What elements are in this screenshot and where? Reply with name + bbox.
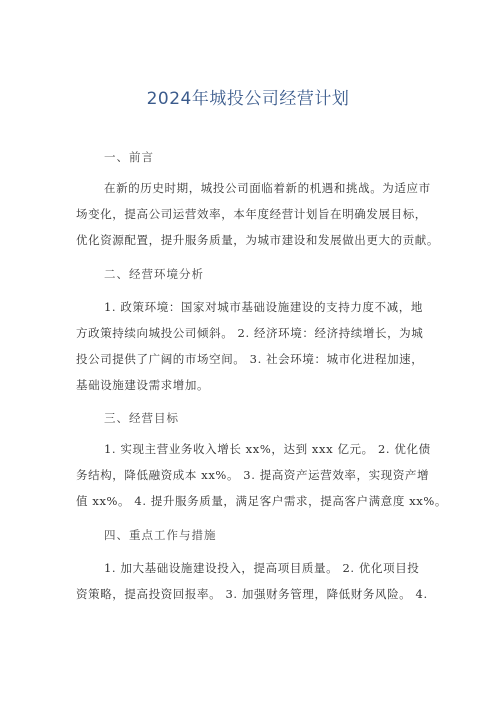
- paragraph-line: 资策略，提高投资回报率。 3. 加强财务管理，降低财务风险。 4.: [76, 587, 428, 601]
- paragraph-line: 优化资源配置，提升服务质量，为城市建设和发展做出更大的贡献。: [76, 233, 439, 247]
- paragraph-line: 1. 实现主营业务收入增长 xx%，达到 xxx 亿元。 2. 优化债: [104, 442, 431, 456]
- paragraph-line: 基础设施建设需求增加。: [76, 378, 210, 392]
- paragraph-line: 场变化，提高公司运营效率，本年度经营计划旨在明确发展目标，: [76, 207, 427, 221]
- section-heading-preface: 一、前言: [104, 150, 154, 164]
- paragraph-line: 1. 加大基础设施建设投入，提高项目质量。 2. 优化项目投: [104, 561, 420, 575]
- section-heading-environment: 二、经营环境分析: [104, 267, 204, 281]
- paragraph-line: 方政策持续向城投公司倾斜。 2. 经济环境：经济持续增长，为城: [76, 326, 424, 340]
- section-heading-goals: 三、经营目标: [104, 411, 179, 425]
- paragraph-line: 在新的历史时期，城投公司面临着新的机遇和挑战。为适应市: [104, 181, 431, 195]
- paragraph-line: 务结构，降低融资成本 xx%。 3. 提高资产运营效率，实现资产增: [76, 468, 430, 482]
- paragraph-line: 1. 政策环境：国家对城市基础设施建设的支持力度不减，地: [104, 300, 423, 314]
- section-heading-key-work: 四、重点工作与措施: [104, 528, 217, 542]
- document-title: 2024年城投公司经营计划: [146, 89, 350, 109]
- paragraph-line: 投公司提供了广阔的市场空间。 3. 社会环境：城市化进程加速，: [76, 352, 424, 366]
- paragraph-line: 值 xx%。 4. 提升服务质量，满足客户需求，提高客户满意度 xx%。: [76, 494, 447, 508]
